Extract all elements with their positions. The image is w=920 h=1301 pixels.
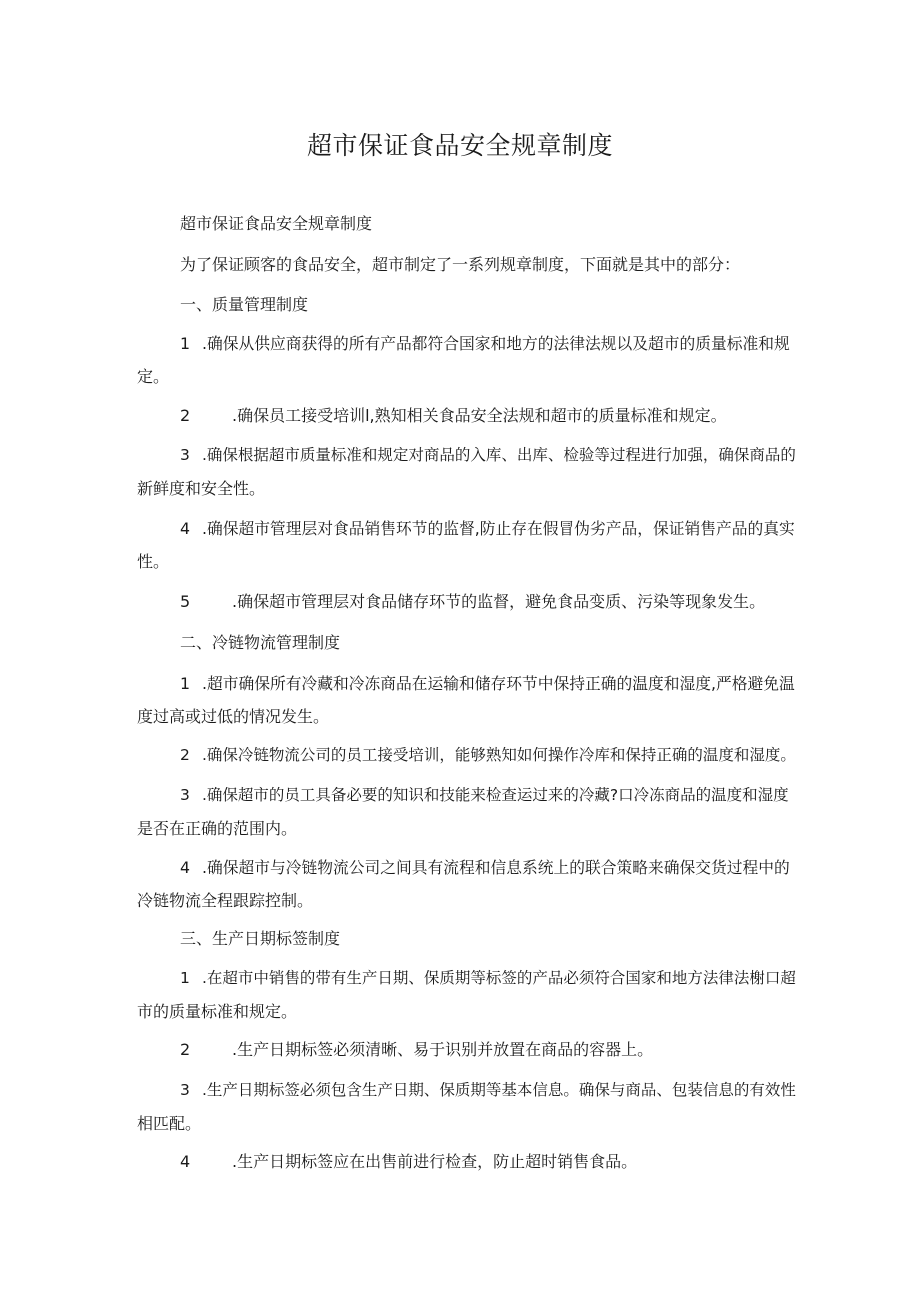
- list-item: 4 .确保超市与冷链物流公司之间具有流程和信息系统上的联合策略来确保交货过程中的 冷链物流全程跟踪控制。: [137, 858, 790, 910]
- list-item: 4 .生产日期标签应在出售前进行检查，防止超时销售食品。: [180, 1152, 638, 1171]
- list-item: 5 .确保超市管理层对食品储存环节的监督，避免食品变质、污染等现象发生。: [180, 592, 766, 611]
- list-item: 2 .生产日期标签必须清晰、易于识别并放置在商品的容器上。: [180, 1040, 654, 1059]
- list-item: 1 .超市确保所有冷藏和冷冻商品在运输和储存环节中保持正确的温度和湿度,严格避免温 度过高或过低的情况发生。: [137, 674, 795, 726]
- list-item: 2 .确保冷链物流公司的员工接受培训，能够熟知如何操作冷库和保持正确的温度和湿度。: [180, 746, 796, 764]
- list-item: 4 .确保超市管理层对食品销售环节的监督,防止存在假冒伪劣产品，保证销售产品的真实 性。: [137, 519, 795, 571]
- document-subtitle: 超市保证食品安全规章制度: [180, 214, 373, 233]
- list-item: 2 .确保员工接受培训l,熟知相关食品安全法规和超市的质量标准和规定。: [180, 406, 727, 425]
- section-heading-cold-chain: 二、冷链物流管理制度: [180, 633, 341, 652]
- intro-paragraph: 为了保证顾客的食品安全，超市制定了一系列规章制度，下面就是其中的部分：: [180, 255, 741, 274]
- list-item: 3 .确保超市的员工具备必要的知识和技能来检查运过来的冷藏?口冷冻商品的温度和湿度 是否在正确的范围内。: [137, 786, 789, 838]
- list-item: 3 .生产日期标签必须包含生产日期、保质期等基本信息。确保与商品、包装信息的有效性 相匹配。: [137, 1081, 796, 1133]
- list-item: 3 .确保根据超市质量标准和规定对商品的入库、出库、检验等过程进行加强，确保商品的 新鲜度和安全性。: [137, 446, 796, 498]
- section-heading-quality: 一、质量管理制度: [180, 295, 309, 314]
- section-heading-date-labels: 三、生产日期标签制度: [180, 929, 341, 948]
- list-item: 1 .确保从供应商获得的所有产品都符合国家和地方的法律法规以及超市的质量标准和规 定。: [137, 334, 790, 386]
- document-title: 超市保证食品安全规章制度: [306, 131, 613, 160]
- list-item: 1 .在超市中销售的带有生产日期、保质期等标签的产品必须符合国家和地方法律法榭口超 市的质量标准和规定。: [137, 969, 796, 1021]
